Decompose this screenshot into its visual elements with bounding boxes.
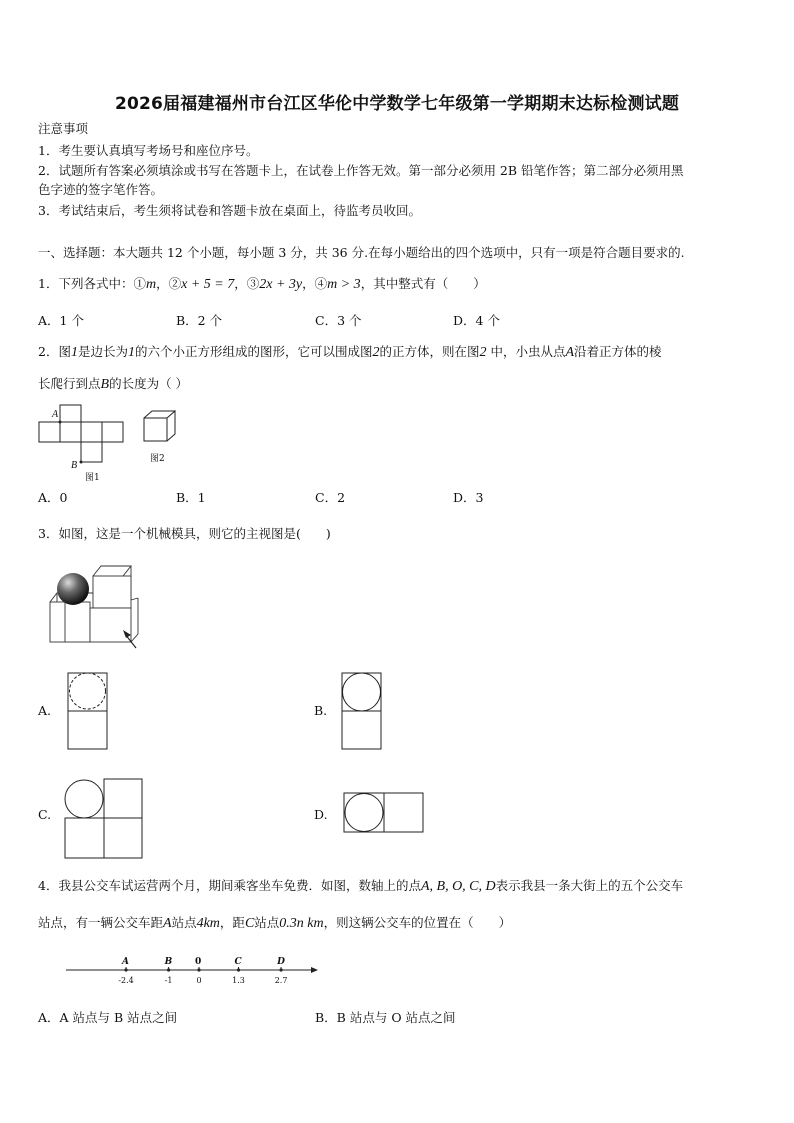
- q3-option-c-figure: [63, 778, 143, 860]
- mold-3d-figure: [45, 560, 145, 655]
- q3-option-b-figure: [341, 672, 383, 752]
- number-line-letter: C: [234, 957, 242, 967]
- q1-option-c: C．3 个: [315, 313, 362, 328]
- notice-item-3: 3．考试结束后，考生须将试卷和答题卡放在桌面上，待监考员收回。: [38, 203, 421, 218]
- q1-option-d: D．4 个: [453, 313, 500, 328]
- number-line-value: -2.4: [118, 976, 134, 985]
- number-line-letter: A: [122, 957, 130, 967]
- notice-item-1: 1．考生要认真填写考场号和座位序号。: [38, 143, 259, 158]
- figure-1-caption: 图1: [85, 473, 100, 483]
- number-line-letter: 0: [195, 957, 202, 967]
- q3-option-a-label: A.: [38, 703, 52, 718]
- question-2-line2: 长爬行到点B的长度为（ ）: [38, 376, 189, 392]
- number-line-value: 2.7: [274, 976, 288, 985]
- q4-option-a: A．A 站点与 B 站点之间: [38, 1010, 178, 1025]
- number-line-value: -1: [164, 976, 173, 985]
- q2-option-c: C．2: [315, 490, 346, 505]
- section-heading: 一、选择题：本大题共 12 个小题，每小题 3 分，共 36 分.在每小题给出的四个选项中，只有一项是符合题目要求的.: [38, 245, 685, 260]
- q2-option-b: B．1: [176, 490, 206, 505]
- q1-option-a: A．1 个: [38, 313, 84, 328]
- question-4-line2: 站点，有一辆公交车距A站点4km，距C站点0.3n km，则这辆公交车的位置在（ ）: [38, 915, 512, 931]
- net-label-a: A: [52, 409, 59, 420]
- net-label-b: B: [71, 460, 78, 471]
- q1-option-b: B．2 个: [176, 313, 223, 328]
- q3-option-a-figure: [67, 672, 109, 752]
- q3-option-b-label: B.: [314, 703, 328, 718]
- question-3: 3．如图，这是一个机械模具，则它的主视图是( ): [38, 526, 331, 541]
- q4-option-b: B．B 站点与 O 站点之间: [315, 1010, 456, 1025]
- q2-option-d: D．3: [453, 490, 484, 505]
- number-line-letter: B: [164, 957, 173, 967]
- notice-item-2: 2．试题所有答案必须填涂或书写在答题卡上，在试卷上作答无效。第一部分必须用 2B 铅笔作答；第二部分必须用黑: [38, 163, 684, 178]
- notice-heading: 注意事项: [38, 121, 89, 136]
- q3-option-d-figure: [343, 792, 425, 834]
- number-line-value: 1.3: [232, 976, 245, 985]
- figure-2-caption: 图2: [150, 454, 165, 464]
- q3-option-d-label: D.: [314, 807, 328, 822]
- number-line-value: 0: [196, 976, 202, 985]
- cube-figure: [143, 410, 178, 445]
- number-line-letter: D: [277, 957, 285, 967]
- page-title: 2026届福建福州市台江区华伦中学数学七年级第一学期期末达标检测试题: [114, 94, 680, 114]
- q2-option-a: A．0: [38, 490, 68, 505]
- question-4-line1: 4．我县公交车试运营两个月，期间乘客坐车免费．如图，数轴上的点A, B, O, C, D表示我县一条大街上的五个公交车: [38, 878, 684, 894]
- question-1: 1．下列各式中：①m，②x + 5 = 7，③2x + 3y，④m > 3，其中整式有（ ）: [38, 276, 486, 292]
- q3-option-c-label: C.: [38, 807, 52, 822]
- notice-item-2-cont: 色字迹的签字笔作答。: [38, 182, 164, 197]
- question-2-line1: 2．图1是边长为1的六个小正方形组成的图形，它可以围成图2的正方体，则在图2 中，小虫从点A沿着正方体的棱: [38, 344, 662, 360]
